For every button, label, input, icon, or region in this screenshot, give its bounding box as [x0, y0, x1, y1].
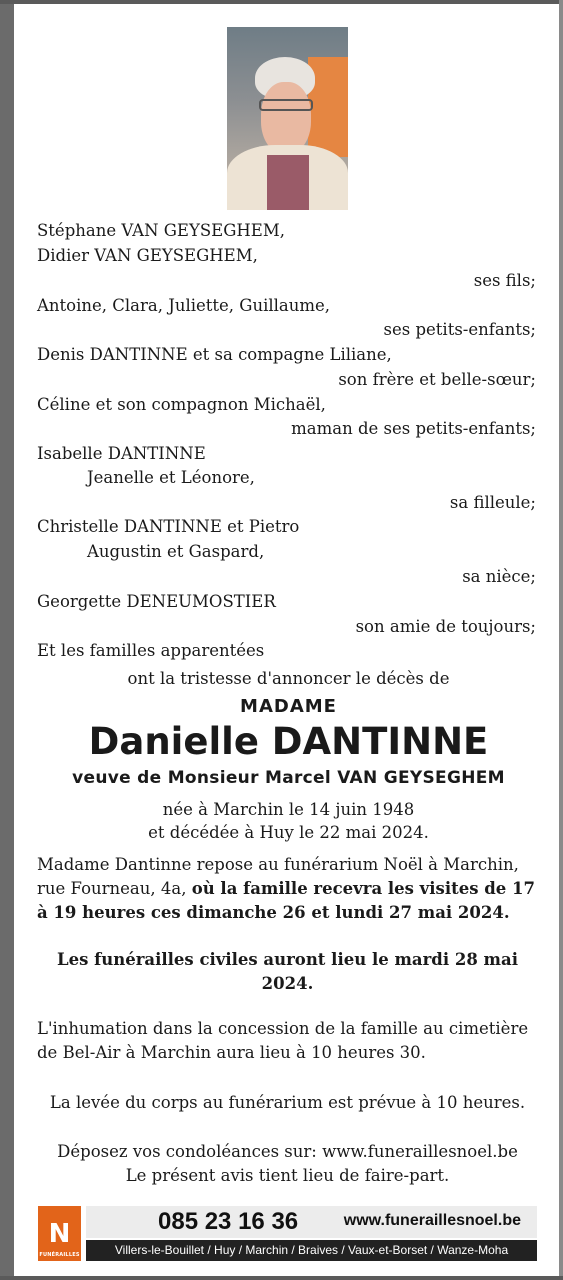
widow-of-line: veuve de Monsieur Marcel VAN GEYSEGHEM: [72, 768, 505, 788]
portrait-photo: [227, 27, 348, 210]
relation-line: son frère et belle-sœur;: [338, 370, 536, 389]
burial-paragraph: L'inhumation dans la concession de la famille au cimetière de Bel-Air à Marchin aura lieu à 10 heures 30.: [37, 1019, 529, 1062]
right-frame-border: [559, 0, 563, 1280]
family-line: Denis DANTINNE et sa compagne Liliane,: [37, 345, 392, 364]
announcement-line: ont la tristesse d'annoncer le décès de: [127, 669, 450, 688]
locations-bar: Villers-le-Bouillet / Huy / Marchin / Braives / Vaux-et-Borset / Wanze-Moha: [86, 1240, 537, 1261]
relation-line: sa nièce;: [462, 567, 536, 586]
family-line: Georgette DENEUMOSTIER: [37, 592, 276, 611]
logo-subtitle: FUNÉRAILLES: [39, 1252, 80, 1258]
family-line: Et les familles apparentées: [37, 641, 265, 660]
family-line: Christelle DANTINNE et Pietro: [37, 517, 300, 536]
family-line: Antoine, Clara, Juliette, Guillaume,: [37, 296, 331, 315]
top-frame-border: [0, 0, 563, 4]
relation-line: ses petits-enfants;: [383, 320, 536, 339]
repose-paragraph: [37, 853, 542, 925]
website-link[interactable]: www.funeraillesnoel.be: [343, 1212, 521, 1229]
relation-line: son amie de toujours;: [355, 617, 536, 636]
banner-contact-bar: [86, 1206, 537, 1238]
family-line: Isabelle DANTINNE: [37, 444, 206, 463]
funeral-paragraph: Les funérailles civiles auront lieu le mardi 28 mai 2024.: [57, 950, 518, 993]
repose-text: Madame Dantinne repose au funérarium Noël à Marchin, rue Fourneau, 4a,: [37, 855, 519, 898]
relation-line: ses fils;: [473, 271, 536, 290]
birth-line: née à Marchin le 14 juin 1948: [162, 800, 415, 819]
family-line: Céline et son compagnon Michaël,: [37, 395, 326, 414]
deceased-title: MADAME: [240, 696, 337, 717]
relation-line: sa filleule;: [449, 493, 536, 512]
death-line: et décédée à Huy le 22 mai 2024.: [148, 823, 429, 842]
visiting-hours-text: où la famille recevra les visites de 17 à 19 heures ces dimanche 26 et lundi 27 mai 2024.: [37, 879, 535, 922]
left-frame-border: [0, 0, 14, 1280]
logo-letter: N: [48, 1218, 71, 1249]
family-line: Jeanelle et Léonore,: [87, 468, 255, 487]
family-line: Augustin et Gaspard,: [87, 542, 265, 561]
levee-paragraph: La levée du corps au funérarium est prévue à 10 heures.: [49, 1093, 526, 1112]
bottom-frame-border: [0, 1276, 563, 1280]
deceased-name: Danielle DANTINNE: [88, 720, 489, 763]
funeral-home-banner: [38, 1206, 537, 1261]
condolences-line: Déposez vos condoléances sur: www.funeraillesnoel.be: [57, 1142, 518, 1161]
funeral-home-logo: [38, 1206, 81, 1261]
family-line: Didier VAN GEYSEGHEM,: [37, 246, 258, 265]
relation-line: maman de ses petits-enfants;: [291, 419, 536, 438]
notice-line: Le présent avis tient lieu de faire-part.: [125, 1166, 450, 1185]
family-line: Stéphane VAN GEYSEGHEM,: [37, 221, 285, 240]
phone-number: 085 23 16 36: [158, 1208, 299, 1235]
